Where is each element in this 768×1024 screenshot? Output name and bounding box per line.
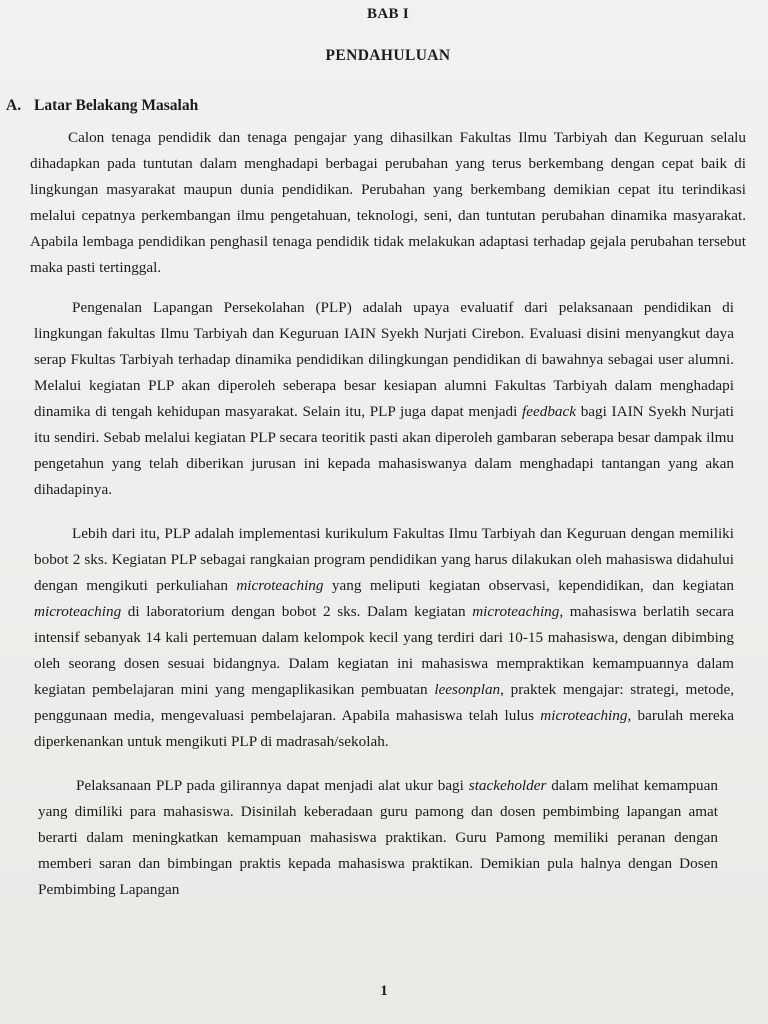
text-run: Pengenalan Lapangan Persekolahan (PLP) adalah upaya evaluatif dari pelaksanaan pendidikan di lingkungan fakultas Ilmu Tarbiyah dan Keguruan IAIN Syekh Nurjati Cirebon. Evaluasi disini menyangkut daya serap Fkultas Tarbiyah terhadap dinamika pendidikan dilingkungan pendidikan di bawahnya sebagai user alumni. Melalui kegiatan PLP akan diperoleh seberapa besar kesiapan alumni Fakultas Tarbiyah dalam menghadapi dinamika di tengah kehidupan masyarakat. Selain itu, PLP juga dapat menjadi (34, 299, 734, 420)
italic-term: feedback (522, 403, 577, 420)
text-run: Pelaksanaan PLP pada gilirannya dapat menjadi alat ukur bagi (76, 777, 469, 794)
italic-term: microteaching (34, 603, 122, 620)
italic-term: microteaching (236, 577, 324, 594)
section-title: Latar Belakang Masalah (34, 97, 199, 114)
section-marker: A. (6, 97, 22, 114)
text-run: , praktek mengajar: strategi, metode, penggunaan media, mengevaluasi pembelajaran. Apabila mahasiswa telah lulus (34, 681, 734, 724)
section-heading (6, 97, 746, 115)
text-run: mahasiswa berlatih secara intensif sebanyak 14 kali pertemuan dalam kelompok kecil yang terdiri dari 10-15 mahasiswa, dengan dibimbing oleh seorang dosen sesuai bidangnya. Dalam kegiatan ini mahasiswa mempraktikan kemampuannya dalam kegiatan pembelajaran mini yang mengaplikasikan pembuatan (34, 603, 734, 698)
text-run: bagi IAIN Syekh Nurjati itu sendiri. Sebab melalui kegiatan PLP secara teoritik pasti akan diperoleh gambaran seberapa besar dampak ilmu pengetahun yang telah diberikan jurusan ini kepada mahasiswanya dalam menghadapi tantangan yang akan dihadapinya. (34, 403, 734, 498)
page-number: 1 (380, 983, 388, 999)
paragraph-3 (30, 521, 746, 755)
text-run: dalam melihat kemampuan yang dimiliki para mahasiswa. Disinilah keberadaan guru pamong dan dosen pembimbing lapangan amat berarti dalam meningkatkan kemampuan mahasiswa praktikan. Guru Pamong memiliki peranan dengan memberi saran dan bimbingan praktis kepada mahasiswa praktikan. Demikian pula halnya dengan Dosen Pembimbing Lapangan (38, 777, 718, 898)
text-run: yang meliputi kegiatan observasi, kependidikan, dan kegiatan (323, 577, 734, 594)
text-run: Calon tenaga pendidik dan tenaga pengajar yang dihasilkan Fakultas Ilmu Tarbiyah dan Keguruan selalu dihadapkan pada tuntutan dalam menghadapi berbagai perubahan yang terus berkembang dengan cepat baik di lingkungan masyarakat maupun dunia pendidikan. Perubahan yang berkembang demikian cepat itu terindikasi melalui cepatnya perkembangan ilmu pengetahuan, teknologi, seni, dan tuntutan perubahan dinamika masyarakat. Apabila lembaga pendidikan penghasil tenaga pendidik tidak melakukan adaptasi terhadap gejala perubahan tersebut maka pasti tertinggal. (30, 129, 746, 276)
italic-term: microteaching, (540, 707, 632, 724)
text-run: Lebih dari itu, PLP adalah implementasi kurikulum Fakultas Ilmu Tarbiyah dan Keguruan dengan memiliki bobot 2 sks. Kegiatan PLP sebagai rangkaian program pendidikan yang harus dilakukan oleh mahasiswa didahului dengan mengikuti perkuliahan (34, 525, 734, 594)
italic-term: leesonplan (434, 681, 501, 698)
paragraph-4 (30, 773, 746, 903)
text-run: barulah mereka diperkenankan untuk mengikuti PLP di madrasah/sekolah. (34, 707, 734, 750)
chapter-number: BAB I (367, 6, 409, 22)
italic-term: microteaching, (472, 603, 564, 620)
chapter-title: PENDAHULUAN (325, 47, 451, 64)
text-run: di laboratorium dengan bobot 2 sks. Dalam kegiatan (121, 603, 473, 620)
paragraph-2 (30, 295, 746, 503)
paragraph-1 (30, 125, 746, 281)
italic-term: stackeholder (468, 777, 547, 794)
